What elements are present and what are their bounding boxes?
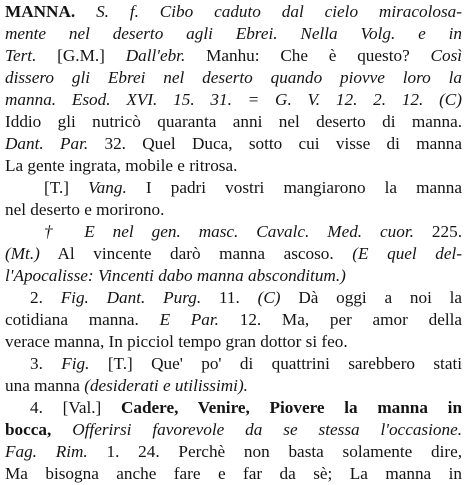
- entry-line-11: [44, 221, 462, 243]
- citation-source: Dant. Par.: [5, 134, 89, 153]
- definition-text: S. f. Cibo caduto dal cielo miracolosa-: [96, 2, 462, 21]
- entry-line-4: dissero gli Ebrei nel deserto quando piovve loro la: [5, 68, 462, 87]
- entry-line-8: La gente ingrata, mobile e ritrosa.: [5, 156, 238, 175]
- quote-text: manna. Esod.: [5, 90, 111, 109]
- comment-text: (desiderati e utilissimi).: [84, 376, 248, 395]
- citation-source: Tert.: [5, 46, 37, 65]
- quote-text: una manna: [5, 376, 80, 395]
- entry-line-13: [5, 265, 462, 287]
- entry-line-16: verace manna, In picciol tempo gran dottor si feo.: [5, 332, 348, 351]
- citation-reference: 11.: [218, 288, 240, 307]
- quote-text: 1. 24. Perchè non basta solamente dire,: [106, 442, 463, 461]
- entry-line-15: [5, 309, 462, 331]
- entry-line-7: [5, 133, 462, 155]
- entry-line-10: nel deserto e morirono.: [5, 200, 165, 219]
- sense-number: 2.: [30, 288, 43, 307]
- citation-reference: XVI. 15. 31. = G. V. 12. 2. 12. (C): [126, 90, 462, 109]
- citation-source: Vang.: [88, 178, 127, 197]
- editor-tag: [T.]: [44, 178, 69, 197]
- sense-number: 4. [Val.]: [30, 398, 102, 417]
- entry-line-1: [5, 1, 462, 23]
- editor-tag: (Mt.): [5, 244, 40, 263]
- entry-line-18: [5, 375, 462, 397]
- quote-text: cotidiana manna.: [5, 310, 139, 329]
- entry-line-9: [44, 177, 462, 199]
- quote-text: 12. Ma, per amor della: [239, 310, 463, 329]
- entry-line-3: [5, 45, 462, 67]
- sense-label: Fig.: [61, 354, 90, 373]
- entry-line-21: [5, 441, 462, 463]
- entry-line-19: [30, 397, 462, 419]
- comment-text: (E quel del-: [352, 244, 462, 263]
- headword: MANNA.: [5, 2, 76, 21]
- citation-source: Fig. Dant. Purg.: [60, 288, 202, 307]
- phrase-bold: Cadere, Venire, Piovere la manna in: [120, 398, 462, 417]
- entry-line-20: [5, 419, 462, 441]
- entry-line-6: Iddio gli nutricò quaranta anni nel deserto di manna.: [5, 112, 462, 131]
- latin-quote: Vincenti dabo manna absconditum.): [97, 266, 346, 285]
- entry-line-12: [5, 243, 462, 265]
- editor-tag: [G.M.]: [57, 46, 105, 65]
- citation-reference: 225.: [431, 222, 462, 241]
- entry-line-5: [5, 89, 462, 111]
- entry-line-14: [30, 287, 462, 309]
- entry-line-2: mente nel deserto agli Ebrei. Nella Volg. e in: [5, 24, 462, 43]
- definition-text: Offerirsi favorevole da se stessa l'occasione.: [72, 420, 462, 439]
- citation-source: E Par.: [159, 310, 219, 329]
- quote-text: [T.] Que' po' di quattrini sarebbero stati: [107, 354, 463, 373]
- citation-source: Fag. Rim.: [5, 442, 88, 461]
- quote-text: 32. Quel Duca, sotto cui visse di manna: [104, 134, 463, 153]
- comment-text: l'Apocalisse:: [5, 266, 94, 285]
- editor-tag: (C): [257, 288, 281, 307]
- sense-number: 3.: [30, 354, 43, 373]
- entry-line-17: [30, 353, 462, 375]
- etymology-text: Manhu: Che è questo?: [206, 46, 410, 65]
- quote-text: Al vincente darò manna ascoso.: [57, 244, 334, 263]
- phrase-bold: bocca,: [5, 420, 52, 439]
- sense-label: † E nel gen. masc. Cavalc. Med. cuor.: [44, 222, 414, 241]
- quote-text: Dà oggi a noi la: [298, 288, 463, 307]
- entry-line-22: Ma bisogna anche fare e far da sè; La manna in: [5, 464, 462, 483]
- quote-text: Così: [430, 46, 463, 65]
- etymology-label: Dall'ebr.: [125, 46, 186, 65]
- quote-text: I padri vostri mangiarono la manna: [145, 178, 462, 197]
